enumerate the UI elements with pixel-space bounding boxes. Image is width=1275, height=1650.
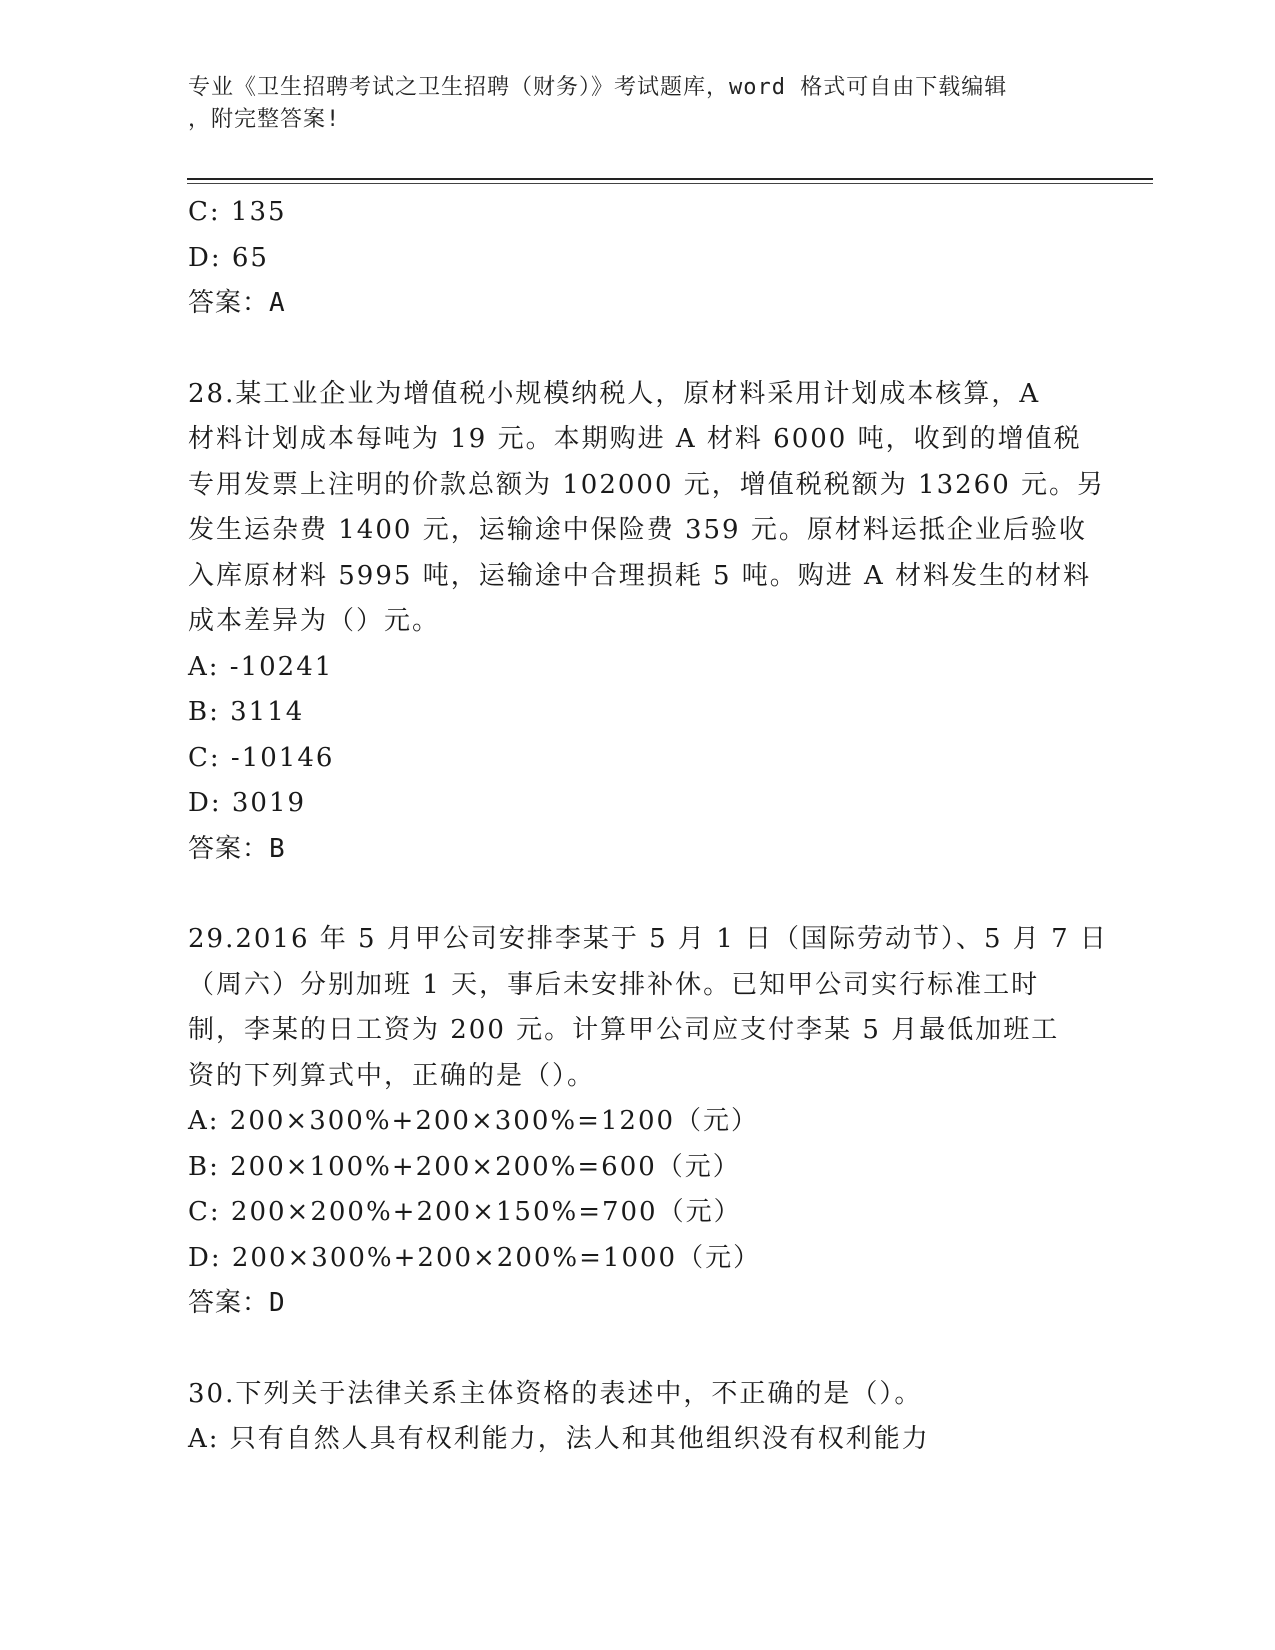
question-28-line-6: 成本差异为（）元。 — [188, 606, 441, 636]
document-header — [188, 72, 1088, 136]
question-28-line-5: 入库原材料 5995 吨，运输途中合理损耗 5 吨。购进 A 材料发生的材料 — [188, 560, 1092, 591]
option-c: C: 135 — [188, 197, 287, 227]
question-content — [188, 190, 1108, 1463]
question-28-line-1: 28.某工业企业为增值税小规模纳税人，原材料采用计划成本核算，A — [188, 378, 1041, 409]
question-29-option-b: B: 200×100%+200×200%=600（元） — [188, 1151, 741, 1182]
option-d: D: 65 — [188, 242, 269, 273]
question-29-line-4: 资的下列算式中，正确的是（）。 — [188, 1060, 596, 1091]
question-29-option-c: C: 200×200%+200×150%=700（元） — [188, 1197, 742, 1227]
answer-label: 答案：A — [188, 288, 286, 318]
question-28-line-3: 专用发票上注明的价款总额为 102000 元，增值税税额为 13260 元。另 — [188, 469, 1106, 500]
question-29-line-2: （周六）分别加班 1 天，事后未安排补休。已知甲公司实行标准工时 — [188, 969, 1040, 1000]
header-line-2: ，附完整答案! — [188, 107, 341, 132]
question-29-line-1: 29.2016 年 5 月甲公司安排李某于 5 月 1 日（国际劳动节）、5 月 7 日 — [188, 924, 1108, 954]
question-28-answer: 答案：B — [188, 833, 286, 864]
question-29-answer: 答案：D — [188, 1288, 286, 1318]
question-30-line-1: 30.下列关于法律关系主体资格的表述中，不正确的是（）。 — [188, 1378, 923, 1409]
question-30-option-a: A: 只有自然人具有权利能力，法人和其他组织没有权利能力 — [188, 1424, 930, 1454]
question-28-option-b: B: 3114 — [188, 697, 305, 727]
header-rule-thin — [187, 183, 1153, 184]
question-29-option-a: A: 200×300%+200×300%=1200（元） — [188, 1106, 760, 1136]
question-28-option-a: A: -10241 — [188, 651, 334, 682]
question-28-line-2: 材料计划成本每吨为 19 元。本期购进 A 材料 6000 吨，收到的增值税 — [188, 424, 1082, 454]
header-line-1: 专业《卫生招聘考试之卫生招聘（财务）》考试题库，word 格式可自由下载编辑 — [188, 75, 1008, 100]
header-rule-thick — [187, 178, 1153, 180]
question-28-option-c: C: -10146 — [188, 742, 335, 773]
question-29-option-d: D: 200×300%+200×200%=1000（元） — [188, 1242, 762, 1273]
question-28-option-d: D: 3019 — [188, 788, 307, 818]
question-28-line-4: 发生运杂费 1400 元，运输途中保险费 359 元。原材料运抵企业后验收 — [188, 515, 1087, 545]
question-29-line-3: 制，李某的日工资为 200 元。计算甲公司应支付李某 5 月最低加班工 — [188, 1015, 1060, 1045]
